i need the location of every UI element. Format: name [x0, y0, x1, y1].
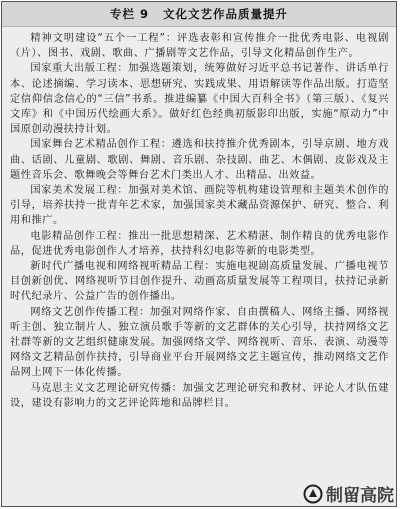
column-number: 专栏 9 — [109, 7, 149, 21]
watermark-text: 制留高院 — [326, 486, 394, 506]
column-title: 文化文艺作品质量提升 — [163, 7, 288, 21]
column-body — [2, 27, 396, 411]
column-header — [2, 2, 396, 27]
paragraph: 电影精品创作工程：推出一批思想精深、艺术精湛、制作精良的优秀电影作品，促进优秀电影创作人才培养，扶持科幻电影等新的电影类型。 — [10, 230, 389, 257]
paragraph: 新时代广播电视和网络视听精品工程：实施电视剧高质量发展、广播电视节目创新创优、网络视听节目创作提升、动画高质量发展等工程项目，扶持记录新时代纪录片、公益广告的创作播出。 — [10, 261, 389, 303]
paragraph: 国家舞台艺术精品创作工程：遴选和扶持推介优秀剧本，引导京剧、地方戏曲、话剧、儿童剧、歌剧、舞剧、音乐剧、杂技剧、曲艺、木偶剧、皮影戏及主题性音乐会、歌舞晚会等舞台艺术门类出人才、出精品、出效益。 — [10, 139, 389, 181]
column-panel — [1, 1, 397, 507]
paragraph: 马克思主义文艺理论研究传播：加强文艺理论研究和教材、评论人才队伍建设，建设有影响力的文艺评论阵地和品牌栏目。 — [10, 382, 389, 409]
paragraph: 国家美术发展工程：加强对美术馆、画院等机构建设管理和主题美术创作的引导，培养扶持一批青年艺术家，加强国家美术藏品资源保护、研究、整合、利用和推广。 — [10, 185, 389, 227]
paragraph: 精神文明建设“五个一工程”：评选表彰和宣传推介一批优秀电影、电视剧（片）、图书、戏剧、歌曲、广播剧等文艺作品，引导文化精品创作生产。 — [10, 33, 389, 60]
watermark — [303, 481, 394, 506]
paragraph: 国家重大出版工程：加强选题策划，统筹做好习近平总书记著作、讲话单行本、论述摘编、学习读本、思想研究、实践成果、用语解读等作品出版。打造坚定信仰信念信心的“三信”书系。推进编纂《中国大百科全书》（第三版）、《复兴文库》和《中国历代绘画大系》。做好红色经典初版影印出版，实施“原动力”中国原创动漫扶持计划。 — [10, 63, 389, 136]
paragraph: 网络文艺创作传播工程：加强对网络作家、自由撰稿人、网络主播、网络视听主创、独立制片人、独立演员歌手等新的文艺群体的关心引导，扶持网络文艺社群等新的文艺组织健康发展。加强网络文学、网络视听、音乐、表演、动漫等网络文艺精品创作扶持，引导商业平台开展网络文艺主题宣传，推动网络文艺作品网上网下一体化传播。 — [10, 306, 389, 379]
brand-logo-icon — [303, 484, 323, 504]
